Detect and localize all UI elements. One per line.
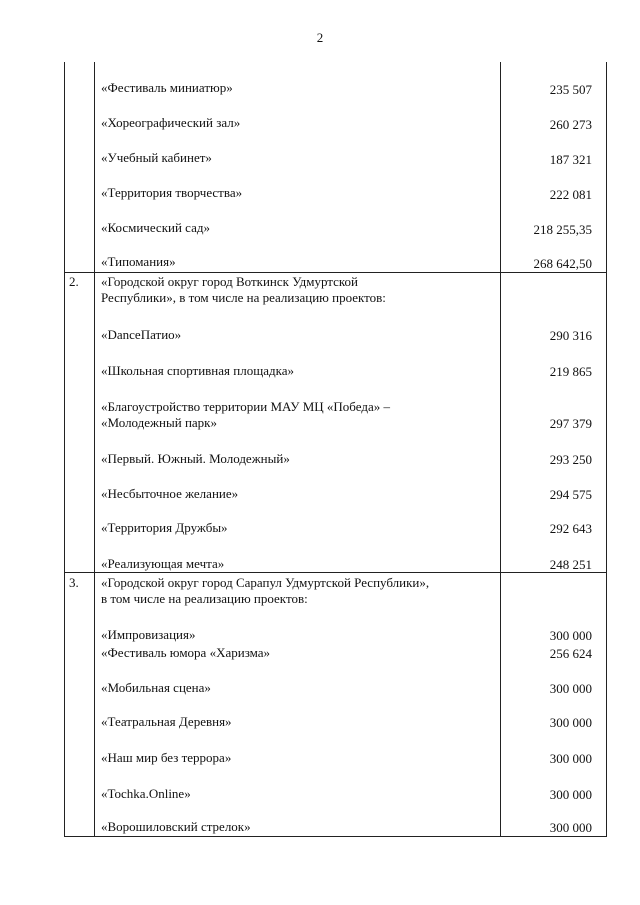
row-number: 3.	[69, 575, 79, 590]
project-name: «Типомания»	[101, 254, 176, 269]
project-amount: 260 273	[549, 117, 592, 132]
project-amount: 290 316	[549, 328, 592, 343]
page-number: 2	[316, 30, 324, 45]
row-number: 2.	[69, 274, 79, 289]
project-amount: 292 643	[549, 521, 592, 536]
project-amount: 218 255,35	[533, 222, 592, 237]
project-name: «Космический сад»	[101, 220, 210, 235]
project-name: «Tochka.Online»	[101, 786, 191, 801]
table-left-border	[64, 62, 65, 837]
row-divider	[64, 572, 607, 573]
municipality-title: «Городской округ город Воткинск Удмуртской	[101, 274, 358, 289]
project-name: «Несбыточное желание»	[101, 486, 239, 501]
project-name: «Хореографический зал»	[101, 115, 241, 130]
project-name: «Учебный кабинет»	[101, 150, 212, 165]
project-amount: 297 379	[549, 416, 592, 431]
table-number-column-border	[94, 62, 95, 837]
project-name: «Импровизация»	[101, 627, 196, 642]
project-amount: 300 000	[549, 751, 592, 766]
project-name: «Фестиваль юмора «Харизма»	[101, 645, 271, 660]
project-amount: 294 575	[549, 487, 592, 502]
project-amount: 235 507	[549, 82, 592, 97]
project-amount: 248 251	[549, 557, 592, 572]
project-amount: 293 250	[549, 452, 592, 467]
project-amount: 222 081	[549, 187, 592, 202]
project-amount: 256 624	[549, 646, 592, 661]
project-amount: 300 000	[549, 787, 592, 802]
project-amount: 268 642,50	[533, 256, 592, 271]
project-name: «Территория Дружбы»	[101, 520, 228, 535]
project-name: «Благоустройство территории МАУ МЦ «Победа» –	[101, 399, 390, 414]
project-amount: 300 000	[549, 820, 592, 835]
project-amount: 300 000	[549, 628, 592, 643]
municipality-title: в том числе на реализацию проектов:	[101, 591, 308, 606]
project-name: «Территория творчества»	[101, 185, 243, 200]
municipality-title: Республики», в том числе на реализацию проектов:	[101, 290, 386, 305]
project-amount: 300 000	[549, 681, 592, 696]
project-amount: 219 865	[549, 364, 592, 379]
table-bottom-border	[64, 836, 607, 837]
project-name: «Мобильная сцена»	[101, 680, 211, 695]
table-right-border	[606, 62, 607, 837]
table-amount-column-border	[500, 62, 501, 837]
project-name: «Первый. Южный. Молодежный»	[101, 451, 290, 466]
project-name: «Театральная Деревня»	[101, 714, 232, 729]
project-name: «Реализующая мечта»	[101, 556, 225, 571]
project-name: «DanceПатио»	[101, 327, 182, 342]
project-name: «Ворошиловский стрелок»	[101, 819, 251, 834]
row-divider	[64, 272, 607, 273]
project-name: «Школьная спортивная площадка»	[101, 363, 294, 378]
project-name: «Наш мир без террора»	[101, 750, 232, 765]
municipality-title: «Городской округ город Сарапул Удмуртской Республики»,	[101, 575, 430, 590]
project-name: «Молодежный парк»	[101, 415, 217, 430]
project-amount: 300 000	[549, 715, 592, 730]
project-name: «Фестиваль миниатюр»	[101, 80, 233, 95]
project-amount: 187 321	[549, 152, 592, 167]
